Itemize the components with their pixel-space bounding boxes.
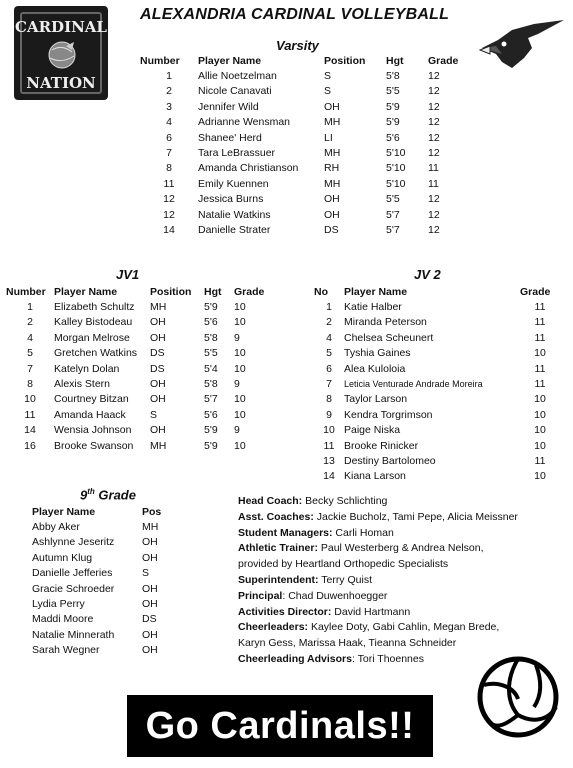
varsity-number: 11: [163, 177, 175, 190]
ninth-name: Natalie Minnerath: [32, 628, 115, 641]
ninth-position: MH: [142, 521, 159, 534]
jv2-number: 9: [326, 408, 332, 421]
varsity-grade: 12: [428, 223, 440, 236]
varsity-name: Danielle Strater: [198, 223, 271, 236]
jv1-name: Wensia Johnson: [54, 424, 132, 437]
jv2-grade: 11: [534, 301, 546, 314]
varsity-position: OH: [324, 100, 340, 113]
varsity-position: LI: [324, 131, 333, 144]
varsity-header-grade: Grade: [428, 54, 459, 67]
jv2-number: 10: [323, 424, 335, 437]
jv2-number: 7: [326, 378, 332, 391]
jv1-row: [6, 361, 274, 376]
jv1-grade: 10: [234, 347, 246, 360]
jv2-name: Destiny Bartolomeo: [344, 454, 436, 467]
varsity-name: Allie Noetzelman: [198, 70, 277, 83]
jv1-table: [6, 284, 274, 453]
jv1-name: Gretchen Watkins: [54, 347, 138, 360]
jv2-grade: 10: [534, 347, 546, 360]
staff-value: provided by Heartland Orthopedic Specialists: [238, 558, 449, 571]
ninth-name: Abby Aker: [32, 521, 80, 534]
staff-label: Principal: [238, 589, 283, 602]
varsity-height: 5'9: [386, 100, 400, 113]
staff-label: Activities Director:: [238, 605, 332, 618]
jv1-header-position: Position: [150, 285, 192, 298]
jv1-number: 8: [27, 378, 33, 391]
jv1-position: OH: [150, 331, 166, 344]
jv2-name: Paige Niska: [344, 424, 401, 437]
varsity-height: 5'10: [386, 177, 406, 190]
varsity-position: RH: [324, 162, 340, 175]
cardinal-bird-icon: [478, 18, 568, 76]
logo-text-top: CARDINAL: [15, 18, 107, 36]
varsity-row: [140, 68, 468, 83]
jv1-position: MH: [150, 301, 167, 314]
jv2-grade: 11: [534, 378, 546, 391]
staff-value: Becky Schlichting: [302, 495, 388, 507]
varsity-header-height: Hgt: [386, 54, 404, 67]
jv1-position: OH: [150, 316, 166, 329]
varsity-row: [140, 222, 468, 237]
jv1-row: [6, 315, 274, 330]
ninth-header-name: Player Name: [32, 505, 96, 518]
varsity-name: Natalie Watkins: [198, 208, 271, 221]
cardinal-nation-logo: [14, 6, 108, 100]
jv1-grade: 10: [234, 316, 246, 329]
varsity-name: Jennifer Wild: [198, 100, 259, 113]
jv2-row: [314, 407, 560, 422]
varsity-position: MH: [324, 177, 341, 190]
varsity-height: 5'7: [386, 208, 400, 221]
varsity-row: [140, 115, 468, 130]
jv1-position: DS: [150, 362, 165, 375]
jv1-grade: 10: [234, 362, 246, 375]
staff-label: Asst. Coaches:: [238, 510, 314, 523]
varsity-height: 5'9: [386, 116, 400, 129]
jv1-height: 5'7: [204, 393, 218, 406]
varsity-position: S: [324, 85, 332, 98]
varsity-row: [140, 192, 468, 207]
varsity-number: 7: [166, 147, 172, 160]
jv2-row: [314, 330, 560, 345]
varsity-name: Adrianne Wensman: [198, 116, 291, 129]
jv2-row: [314, 438, 560, 453]
ninth-name: Autumn Klug: [32, 551, 93, 564]
staff-value: : Tori Thoennes: [351, 652, 424, 665]
varsity-position: MH: [324, 116, 341, 129]
jv1-position: S: [150, 408, 158, 421]
varsity-number: 2: [166, 85, 172, 98]
jv2-grade: 11: [534, 316, 546, 329]
page-title: ALEXANDRIA CARDINAL VOLLEYBALL: [140, 6, 450, 23]
varsity-name: Amanda Christianson: [198, 162, 299, 175]
staff-value: David Hartmann: [331, 605, 411, 618]
jv1-position: OH: [150, 393, 166, 406]
jv2-row: [314, 315, 560, 330]
jv2-number: 8: [326, 393, 332, 406]
ninth-grade-title: [80, 487, 136, 502]
jv2-grade: 11: [534, 454, 546, 467]
jv2-row: [314, 392, 560, 407]
staff-line: [238, 636, 518, 652]
varsity-grade: 12: [428, 208, 440, 221]
ninth-grade-table: [32, 504, 182, 658]
staff-list: [238, 494, 518, 668]
ninth-title-number: 9: [80, 487, 88, 503]
staff-value: Paul Westerberg & Andrea Nelson,: [317, 542, 484, 555]
jv1-row: [6, 438, 274, 453]
staff-value: Jackie Bucholz, Tami Pepe, Alicia Meissner: [313, 510, 518, 523]
jv1-header-grade: Grade: [234, 285, 265, 298]
staff-line: [238, 541, 518, 557]
jv2-grade: 10: [534, 393, 546, 406]
jv2-name: Miranda Peterson: [344, 316, 427, 329]
varsity-name: Shanee' Herd: [198, 131, 262, 144]
varsity-number: 6: [166, 131, 172, 144]
staff-line: [238, 573, 518, 589]
jv2-number: 2: [326, 316, 332, 329]
jv1-height: 5'6: [204, 316, 218, 329]
ninth-position: DS: [142, 613, 157, 626]
jv2-name: Tyshia Gaines: [344, 347, 411, 360]
staff-value: Kaylee Doty, Gabi Cahlin, Megan Brede,: [308, 621, 500, 634]
varsity-grade: 12: [428, 70, 440, 83]
varsity-row: [140, 99, 468, 114]
jv2-row: [314, 299, 560, 314]
ninth-name: Sarah Wegner: [32, 644, 100, 657]
ninth-position: S: [142, 567, 150, 580]
ninth-position: OH: [142, 582, 158, 595]
ninth-title-suffix: th: [87, 487, 95, 496]
jv1-number: 16: [24, 439, 36, 452]
jv2-name: Alea Kuloloia: [344, 362, 406, 375]
jv1-number: 10: [24, 393, 36, 406]
ninth-row: [32, 627, 182, 642]
jv2-number: 1: [326, 301, 332, 314]
varsity-grade: 12: [428, 116, 440, 129]
varsity-header-position: Position: [324, 54, 366, 67]
varsity-grade: 12: [428, 147, 440, 160]
jv1-row: [6, 330, 274, 345]
ninth-name: Ashlynne Jeseritz: [32, 536, 115, 549]
jv1-name: Courtney Bitzan: [54, 393, 129, 406]
varsity-number: 4: [166, 116, 172, 129]
jv1-number: 11: [24, 408, 36, 421]
jv1-name: Morgan Melrose: [54, 331, 130, 344]
jv2-name: Katie Halber: [344, 301, 402, 314]
varsity-name: Emily Kuennen: [198, 177, 269, 190]
varsity-name: Tara LeBrassuer: [198, 147, 276, 160]
jv2-name: Brooke Rinicker: [344, 439, 419, 452]
jv1-grade: 10: [234, 439, 246, 452]
varsity-name: Nicole Canavati: [198, 85, 272, 98]
varsity-height: 5'10: [386, 147, 406, 160]
jv2-grade: 10: [534, 439, 546, 452]
jv1-name: Katelyn Dolan: [54, 362, 120, 375]
varsity-row: [140, 130, 468, 145]
jv1-height: 5'6: [204, 408, 218, 421]
varsity-height: 5'5: [386, 193, 400, 206]
jv2-name: Kendra Torgrimson: [344, 408, 433, 421]
jv2-row: [314, 376, 560, 391]
varsity-height: 5'8: [386, 70, 400, 83]
jv2-grade: 11: [534, 331, 546, 344]
jv1-grade: 10: [234, 393, 246, 406]
jv2-row: [314, 361, 560, 376]
jv1-number: 4: [27, 331, 33, 344]
varsity-row: [140, 145, 468, 160]
varsity-height: 5'6: [386, 131, 400, 144]
jv2-grade: 10: [534, 470, 546, 483]
varsity-grade: 12: [428, 131, 440, 144]
varsity-grade: 11: [428, 162, 439, 175]
varsity-height: 5'5: [386, 85, 400, 98]
jv2-number: 13: [323, 454, 335, 467]
jv1-grade: 10: [234, 301, 246, 314]
jv1-position: OH: [150, 378, 166, 391]
jv1-name: Brooke Swanson: [54, 439, 134, 452]
jv1-grade: 9: [234, 378, 240, 391]
jv2-row: [314, 469, 560, 484]
staff-line: [238, 526, 518, 542]
varsity-grade: 12: [428, 85, 440, 98]
logo-text-bottom: NATION: [26, 74, 96, 92]
varsity-grade: 12: [428, 193, 440, 206]
jv1-grade: 9: [234, 424, 240, 437]
jv2-name: Chelsea Scheunert: [344, 331, 434, 344]
jv1-title: JV1: [116, 267, 140, 282]
varsity-position: S: [324, 70, 332, 83]
jv2-grade: 10: [534, 408, 546, 421]
ninth-name: Danielle Jefferies: [32, 567, 113, 580]
varsity-header-number: Number: [140, 54, 180, 67]
ninth-header-position: Pos: [142, 505, 162, 518]
staff-value: Terry Quist: [318, 573, 372, 586]
jv2-table: [314, 284, 560, 484]
staff-label: Head Coach:: [238, 495, 303, 507]
staff-label: Cheerleading Advisors: [238, 652, 352, 665]
volleyball-icon: [476, 655, 560, 739]
ninth-row: [32, 643, 182, 658]
varsity-title: Varsity: [276, 38, 319, 53]
varsity-position: OH: [324, 193, 340, 206]
varsity-height: 5'10: [386, 162, 406, 175]
ninth-position: OH: [142, 628, 158, 641]
ninth-position: OH: [142, 598, 158, 611]
ninth-row: [32, 566, 182, 581]
jv2-row: [314, 423, 560, 438]
ninth-position: OH: [142, 644, 158, 657]
jv2-header-number: No: [314, 285, 328, 298]
go-cardinals-banner: Go Cardinals!!: [127, 695, 433, 757]
varsity-number: 3: [166, 100, 172, 113]
jv1-header-name: Player Name: [54, 285, 118, 298]
ninth-row: [32, 596, 182, 611]
staff-line: [238, 605, 518, 621]
ninth-row: [32, 519, 182, 534]
jv1-number: 7: [27, 362, 33, 375]
jv1-header-height: Hgt: [204, 285, 222, 298]
varsity-row: [140, 84, 468, 99]
jv2-row: [314, 346, 560, 361]
jv1-position: MH: [150, 439, 167, 452]
jv2-grade: 11: [534, 362, 546, 375]
jv1-height: 5'9: [204, 301, 218, 314]
jv2-row: [314, 453, 560, 468]
varsity-row: [140, 161, 468, 176]
jv1-grade: 9: [234, 331, 240, 344]
jv1-name: Alexis Stern: [54, 378, 111, 391]
jv2-grade: 10: [534, 424, 546, 437]
varsity-number: 14: [163, 223, 175, 236]
staff-label: Student Managers:: [238, 526, 333, 539]
staff-label: Athletic Trainer:: [238, 542, 318, 555]
varsity-row: [140, 176, 468, 191]
ninth-row: [32, 581, 182, 596]
jv2-name: Taylor Larson: [344, 393, 408, 406]
ninth-name: Lydia Perry: [32, 598, 85, 611]
jv1-name: Elizabeth Schultz: [54, 301, 135, 314]
varsity-name: Jessica Burns: [198, 193, 264, 206]
varsity-header-name: Player Name: [198, 54, 262, 67]
ninth-row: [32, 535, 182, 550]
jv1-height: 5'8: [204, 378, 218, 391]
staff-value: Karyn Gess, Marissa Haak, Tieanna Schneider: [238, 637, 457, 650]
varsity-row: [140, 207, 468, 222]
staff-value: : Chad Duwenhoegger: [282, 589, 388, 602]
jv1-name: Amanda Haack: [54, 408, 126, 421]
jv1-header-number: Number: [6, 285, 46, 298]
jv1-grade: 10: [234, 408, 246, 421]
staff-value: Carli Homan: [332, 526, 394, 539]
jv1-position: OH: [150, 424, 166, 437]
ninth-position: OH: [142, 551, 158, 564]
jv2-number: 5: [326, 347, 332, 360]
varsity-number: 12: [163, 208, 175, 221]
jv1-number: 5: [27, 347, 33, 360]
jv2-number: 6: [326, 362, 332, 375]
jv1-position: DS: [150, 347, 165, 360]
jv1-number: 2: [27, 316, 33, 329]
jv1-height: 5'9: [204, 424, 218, 437]
varsity-grade: 12: [428, 100, 440, 113]
varsity-number: 8: [166, 162, 172, 175]
ninth-title-rest: Grade: [94, 487, 136, 503]
varsity-height: 5'7: [386, 223, 400, 236]
globe-icon: [44, 40, 80, 70]
jv1-row: [6, 376, 274, 391]
jv2-name: Leticia Venturade Andrade Moreira: [344, 379, 483, 390]
varsity-number: 12: [163, 193, 175, 206]
staff-label: Superintendent:: [238, 573, 319, 586]
staff-label: Cheerleaders:: [238, 621, 309, 634]
jv1-row: [6, 407, 274, 422]
jv1-row: [6, 423, 274, 438]
ninth-row: [32, 612, 182, 627]
jv2-header-grade: Grade: [520, 285, 551, 298]
ninth-position: OH: [142, 536, 158, 549]
jv2-number: 14: [323, 470, 335, 483]
jv1-height: 5'8: [204, 331, 218, 344]
jv1-row: [6, 392, 274, 407]
varsity-position: OH: [324, 208, 340, 221]
jv2-name: Kiana Larson: [344, 470, 406, 483]
ninth-name: Maddi Moore: [32, 613, 94, 626]
staff-line: [238, 494, 518, 510]
staff-line: [238, 620, 518, 636]
jv1-height: 5'4: [204, 362, 218, 375]
varsity-grade: 11: [428, 177, 439, 190]
jv2-title: JV 2: [414, 267, 441, 282]
jv2-header-name: Player Name: [344, 285, 408, 298]
jv1-row: [6, 346, 274, 361]
jv1-number: 14: [24, 424, 36, 437]
jv2-number: 4: [326, 331, 332, 344]
jv1-row: [6, 299, 274, 314]
varsity-position: DS: [324, 223, 339, 236]
jv1-name: Kalley Bistodeau: [54, 316, 133, 329]
staff-line: [238, 557, 518, 573]
ninth-name: Gracie Schroeder: [32, 582, 115, 595]
jv1-height: 5'5: [204, 347, 218, 360]
varsity-table: [140, 53, 468, 238]
jv1-number: 1: [27, 301, 33, 314]
varsity-number: 1: [166, 70, 172, 83]
jv2-number: 11: [323, 439, 335, 452]
staff-line: [238, 510, 518, 526]
ninth-row: [32, 550, 182, 565]
varsity-position: MH: [324, 147, 341, 160]
jv1-height: 5'9: [204, 439, 218, 452]
staff-line: [238, 589, 518, 605]
